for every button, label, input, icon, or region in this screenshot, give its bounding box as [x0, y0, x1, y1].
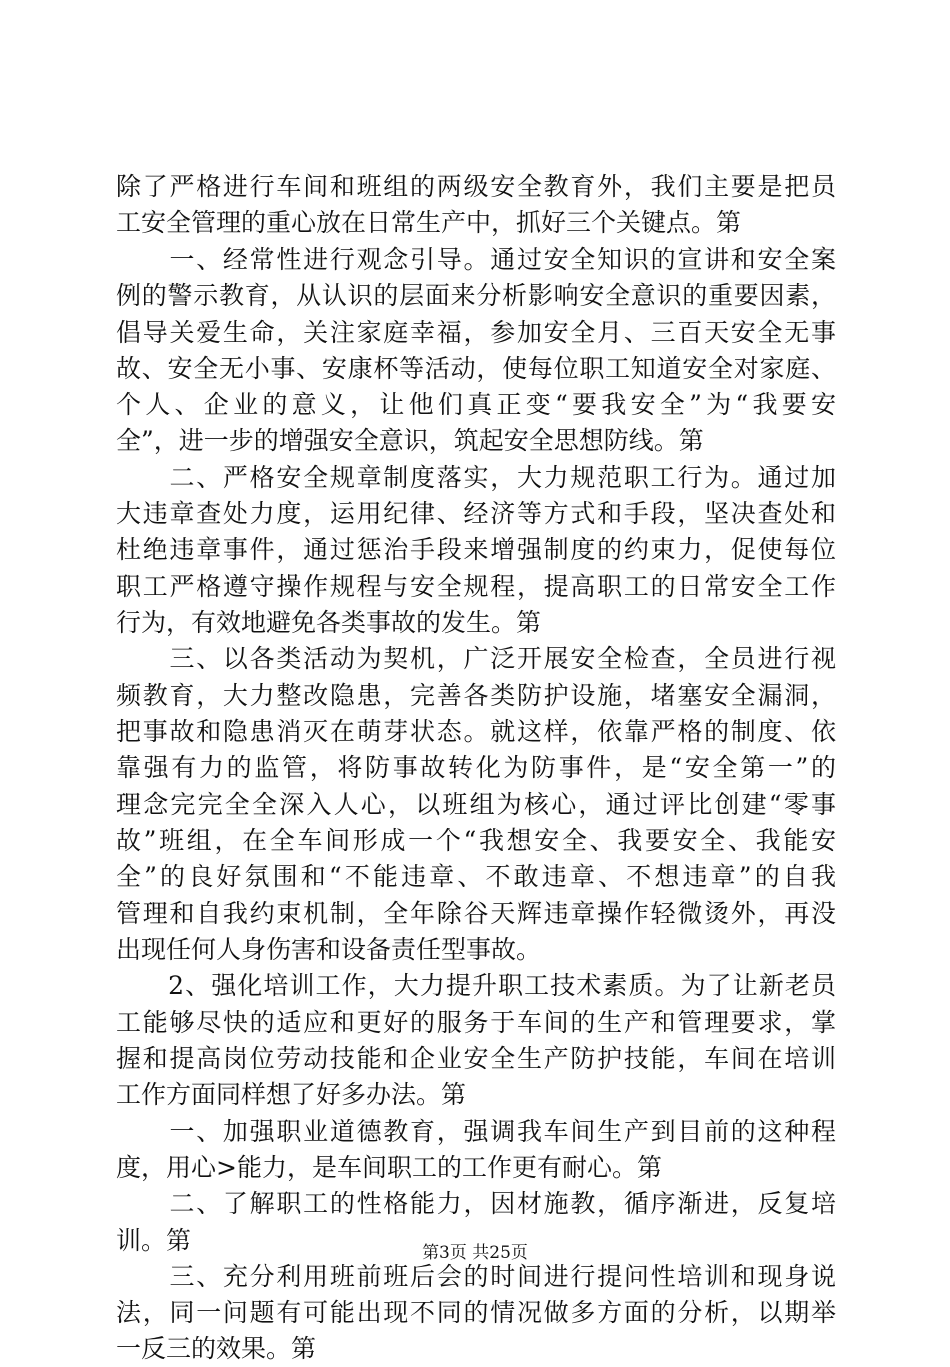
text-line: 三、以各类活动为契机，广泛开展安全检查，全员进行视: [116, 644, 836, 673]
text-line: 一反三的效果。第: [116, 1334, 317, 1363]
text-line: 工安全管理的重心放在日常生产中，抓好三个关键点。第: [116, 208, 742, 237]
text-line: 故、安全无小事、安康杯等活动，使每位职工知道安全对家庭、: [116, 354, 836, 383]
text-line: 杜绝违章事件，通过惩治手段来增强制度的约束力，促使每位: [116, 535, 836, 564]
text-line: 故”班组，在全车间形成一个“我想安全、我要安全、我能安: [116, 826, 836, 855]
text-line: 度，用心>能力，是车间职工的工作更有耐心。第: [116, 1153, 662, 1182]
text-line: 把事故和隐患消灭在萌芽状态。就这样，依靠严格的制度、依: [116, 717, 836, 746]
text-line: 例的警示教育，从认识的层面来分析影响安全意识的重要因素，: [116, 281, 836, 310]
text-line: 2、强化培训工作，大力提升职工技术素质。为了让新老员: [116, 971, 836, 1000]
text-line: 出现任何人身伤害和设备责任型事故。: [116, 935, 542, 964]
text-line: 三、充分利用班前班后会的时间进行提问性培训和现身说: [116, 1262, 836, 1291]
text-line: 工作方面同样想了好多办法。第: [116, 1080, 467, 1109]
text-line: 靠强有力的监管，将防事故转化为防事件，是“安全第一”的: [116, 753, 836, 782]
text-line: 理念完完全全深入人心，以班组为核心，通过评比创建“零事: [116, 790, 836, 819]
text-line: 二、严格安全规章制度落实，大力规范职工行为。通过加: [116, 463, 836, 492]
text-line: 频教育，大力整改隐患，完善各类防护设施，堵塞安全漏洞，: [116, 681, 836, 710]
text-line: 个人、企业的意义，让他们真正变“要我安全”为“我要安: [116, 390, 836, 419]
text-line: 训。第: [116, 1226, 192, 1255]
text-line: 行为，有效地避免各类事故的发生。第: [116, 608, 542, 637]
text-line: 职工严格遵守操作规程与安全规程，提高职工的日常安全工作: [116, 572, 836, 601]
text-line: 工能够尽快的适应和更好的服务于车间的生产和管理要求，掌: [116, 1008, 836, 1037]
text-line: 法，同一问题有可能出现不同的情况做多方面的分析，以期举: [116, 1298, 836, 1327]
page-number-footer: 第3页 共25页: [422, 1243, 528, 1263]
text-line: 除了严格进行车间和班组的两级安全教育外，我们主要是把员: [116, 172, 836, 201]
text-line: 一、经常性进行观念引导。通过安全知识的宣讲和安全案: [116, 245, 836, 274]
text-line: 握和提高岗位劳动技能和企业安全生产防护技能，车间在培训: [116, 1044, 836, 1073]
text-line: 倡导关爱生命，关注家庭幸福，参加安全月、三百天安全无事: [116, 318, 836, 347]
text-line: 全”，进一步的增强安全意识，筑起安全思想防线。第: [116, 426, 704, 455]
text-line: 一、加强职业道德教育，强调我车间生产到目前的这种程: [116, 1117, 836, 1146]
text-line: 二、了解职工的性格能力，因材施教，循序渐进，反复培: [116, 1189, 836, 1218]
text-line: 全”的良好氛围和“不能违章、不敢违章、不想违章”的自我: [116, 862, 836, 891]
text-line: 大违章查处力度，运用纪律、经济等方式和手段，坚决查处和: [116, 499, 836, 528]
text-line: 管理和自我约束机制，全年除谷天辉违章操作轻微烫外，再没: [116, 899, 836, 928]
